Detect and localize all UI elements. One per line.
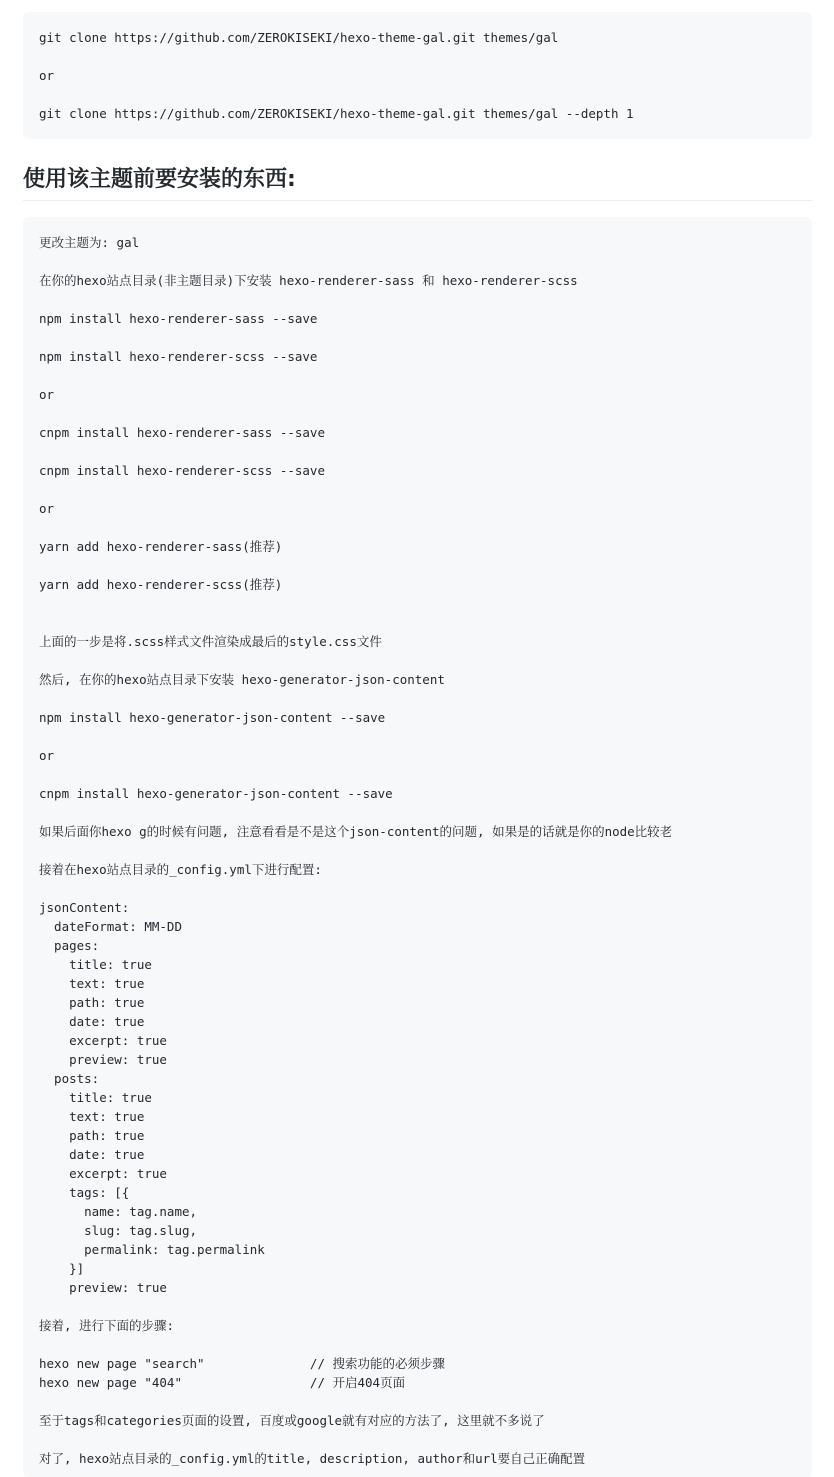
- code-line: title: true: [39, 1090, 152, 1105]
- code-line: npm install hexo-renderer-scss --save: [39, 349, 318, 364]
- code-line: 接着, 进行下面的步骤:: [39, 1318, 175, 1333]
- code-line: 然后, 在你的hexo站点目录下安装 hexo-generator-json-content: [39, 672, 445, 687]
- code-line: yarn add hexo-renderer-scss(推荐): [39, 577, 283, 592]
- install-code-block: [23, 217, 812, 1477]
- code-line: slug: tag.slug,: [39, 1223, 198, 1238]
- code-line: git clone https://github.com/ZEROKISEKI/hexo-theme-gal.git themes/gal --depth 1: [39, 106, 634, 121]
- code-line: 在你的hexo站点目录(非主题目录)下安装 hexo-renderer-sass 和 hexo-renderer-scss: [39, 273, 578, 288]
- code-line: or: [39, 501, 55, 516]
- code-line: cnpm install hexo-renderer-scss --save: [39, 463, 325, 478]
- code-line: date: true: [39, 1147, 145, 1162]
- code-line: 对了, hexo站点目录的_config.yml的title, description, author和url要自己正确配置: [39, 1451, 586, 1466]
- code-line: hexo new page "404" // 开启404页面: [39, 1375, 406, 1390]
- code-line: 接着在hexo站点目录的_config.yml下进行配置:: [39, 862, 322, 877]
- code-line: yarn add hexo-renderer-sass(推荐): [39, 539, 283, 554]
- code-line: tags: [{: [39, 1185, 130, 1200]
- code-line: preview: true: [39, 1052, 167, 1067]
- clone-code-block: [23, 12, 812, 139]
- code-line: npm install hexo-renderer-sass --save: [39, 311, 318, 326]
- code-line: permalink: tag.permalink: [39, 1242, 265, 1257]
- section-heading: 使用该主题前要安装的东西:: [23, 164, 812, 201]
- code-line: path: true: [39, 995, 145, 1010]
- code-line: dateFormat: MM-DD: [39, 919, 182, 934]
- code-line: or: [39, 387, 55, 402]
- code-line: or: [39, 748, 55, 763]
- code-line: excerpt: true: [39, 1166, 167, 1181]
- code-line: 至于tags和categories页面的设置, 百度或google就有对应的方法了, 这里就不多说了: [39, 1413, 545, 1428]
- code-line: title: true: [39, 957, 152, 972]
- code-line: }]: [39, 1261, 85, 1276]
- code-line: preview: true: [39, 1280, 167, 1295]
- code-line: git clone https://github.com/ZEROKISEKI/hexo-theme-gal.git themes/gal: [39, 30, 559, 45]
- code-line: name: tag.name,: [39, 1204, 198, 1219]
- code-line: 更改主题为: gal: [39, 235, 140, 250]
- code-line: posts:: [39, 1071, 100, 1086]
- code-line: npm install hexo-generator-json-content --save: [39, 710, 386, 725]
- code-line: text: true: [39, 1109, 145, 1124]
- code-line: cnpm install hexo-generator-json-content --save: [39, 786, 393, 801]
- code-line: date: true: [39, 1014, 145, 1029]
- code-line: or: [39, 68, 55, 83]
- code-line: jsonContent:: [39, 900, 130, 915]
- code-line: excerpt: true: [39, 1033, 167, 1048]
- code-line: text: true: [39, 976, 145, 991]
- code-line: cnpm install hexo-renderer-sass --save: [39, 425, 325, 440]
- code-line: 如果后面你hexo g的时候有问题, 注意看看是不是这个json-content的问题, 如果是的话就是你的node比较老: [39, 824, 673, 839]
- code-line: path: true: [39, 1128, 145, 1143]
- code-line: hexo new page "search" // 搜索功能的必须步骤: [39, 1356, 446, 1371]
- code-line: pages:: [39, 938, 100, 953]
- code-line: 上面的一步是将.scss样式文件渲染成最后的style.css文件: [39, 634, 382, 649]
